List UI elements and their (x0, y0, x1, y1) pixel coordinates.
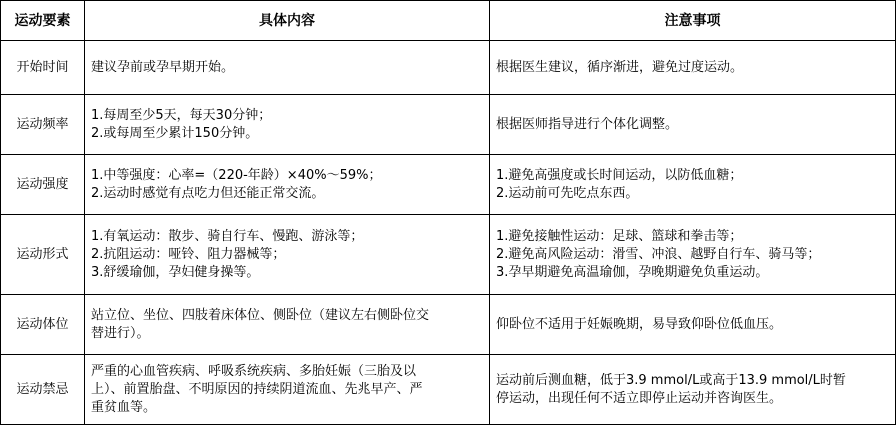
note-line: 根据医生建议，循序渐进，避免过度运动。 (496, 59, 744, 75)
header-element: 运动要素 (1, 1, 85, 41)
content-line: 1.有氧运动：散步、骑自行车、慢跑、游泳等； (91, 228, 364, 244)
content-line: 建议孕前或孕早期开始。 (91, 59, 235, 75)
table-row (1, 41, 896, 95)
content-line: 替进行）。 (91, 325, 150, 341)
row-key: 运动形式 (1, 215, 85, 295)
row-content (85, 155, 490, 215)
content-line: 2.抗阻运动：哑铃、阻力器械等； (91, 246, 286, 262)
row-notes (490, 355, 896, 425)
note-line: 1.避免接触性运动：足球、篮球和拳击等； (496, 228, 743, 244)
content-line: 站立位、坐位、四肢着床体位、侧卧位（建议左右侧卧位交 (91, 307, 430, 323)
header-row (1, 1, 896, 41)
note-line: 仰卧位不适用于妊娠晚期，易导致仰卧位低血压。 (496, 316, 783, 332)
note-line: 停运动，出现任何不适立即停止运动并咨询医生。 (496, 390, 783, 406)
content-line: 2.或每周至少累计150分钟。 (91, 125, 259, 141)
content-line: 2.运动时感觉有点吃力但还能正常交流。 (91, 185, 325, 201)
row-key: 运动体位 (1, 295, 85, 355)
row-notes (490, 295, 896, 355)
row-content (85, 215, 490, 295)
row-notes (490, 95, 896, 155)
row-content (85, 355, 490, 425)
row-key: 运动频率 (1, 95, 85, 155)
row-key: 开始时间 (1, 41, 85, 95)
content-line: 1.每周至少5天，每天30分钟； (91, 107, 272, 123)
note-line: 2.运动前可先吃点东西。 (496, 185, 639, 201)
content-line: 1.中等强度：心率=（220-年龄）×40%～59%； (91, 167, 382, 183)
row-key: 运动禁忌 (1, 355, 85, 425)
row-key: 运动强度 (1, 155, 85, 215)
note-line: 1.避免高强度或长时间运动，以防低血糖； (496, 167, 743, 183)
row-notes (490, 41, 896, 95)
header-notes: 注意事项 (490, 1, 896, 41)
note-line: 运动前后测血糖，低于3.9 mmol/L或高于13.9 mmol/L时暂 (496, 372, 846, 388)
row-content (85, 41, 490, 95)
table-row (1, 215, 896, 295)
header-content: 具体内容 (85, 1, 490, 41)
row-content (85, 295, 490, 355)
table-row (1, 95, 896, 155)
row-notes (490, 155, 896, 215)
note-line: 3.孕早期避免高温瑜伽，孕晚期避免负重运动。 (496, 264, 769, 280)
table-row (1, 355, 896, 425)
table-row (1, 155, 896, 215)
content-line: 3.舒缓瑜伽，孕妇健身操等。 (91, 264, 260, 280)
row-notes (490, 215, 896, 295)
content-line: 重贫血等。 (91, 399, 157, 415)
content-line: 严重的心血管疾病、呼吸系统疾病、多胎妊娠（三胎及以 (91, 363, 417, 379)
note-line: 根据医师指导进行个体化调整。 (496, 116, 679, 132)
content-line: 上）、前置胎盘、不明原因的持续阴道流血、先兆早产、严 (91, 381, 423, 397)
note-line: 2.避免高风险运动：滑雪、冲浪、越野自行车、骑马等； (496, 246, 821, 262)
row-content (85, 95, 490, 155)
table-row (1, 295, 896, 355)
